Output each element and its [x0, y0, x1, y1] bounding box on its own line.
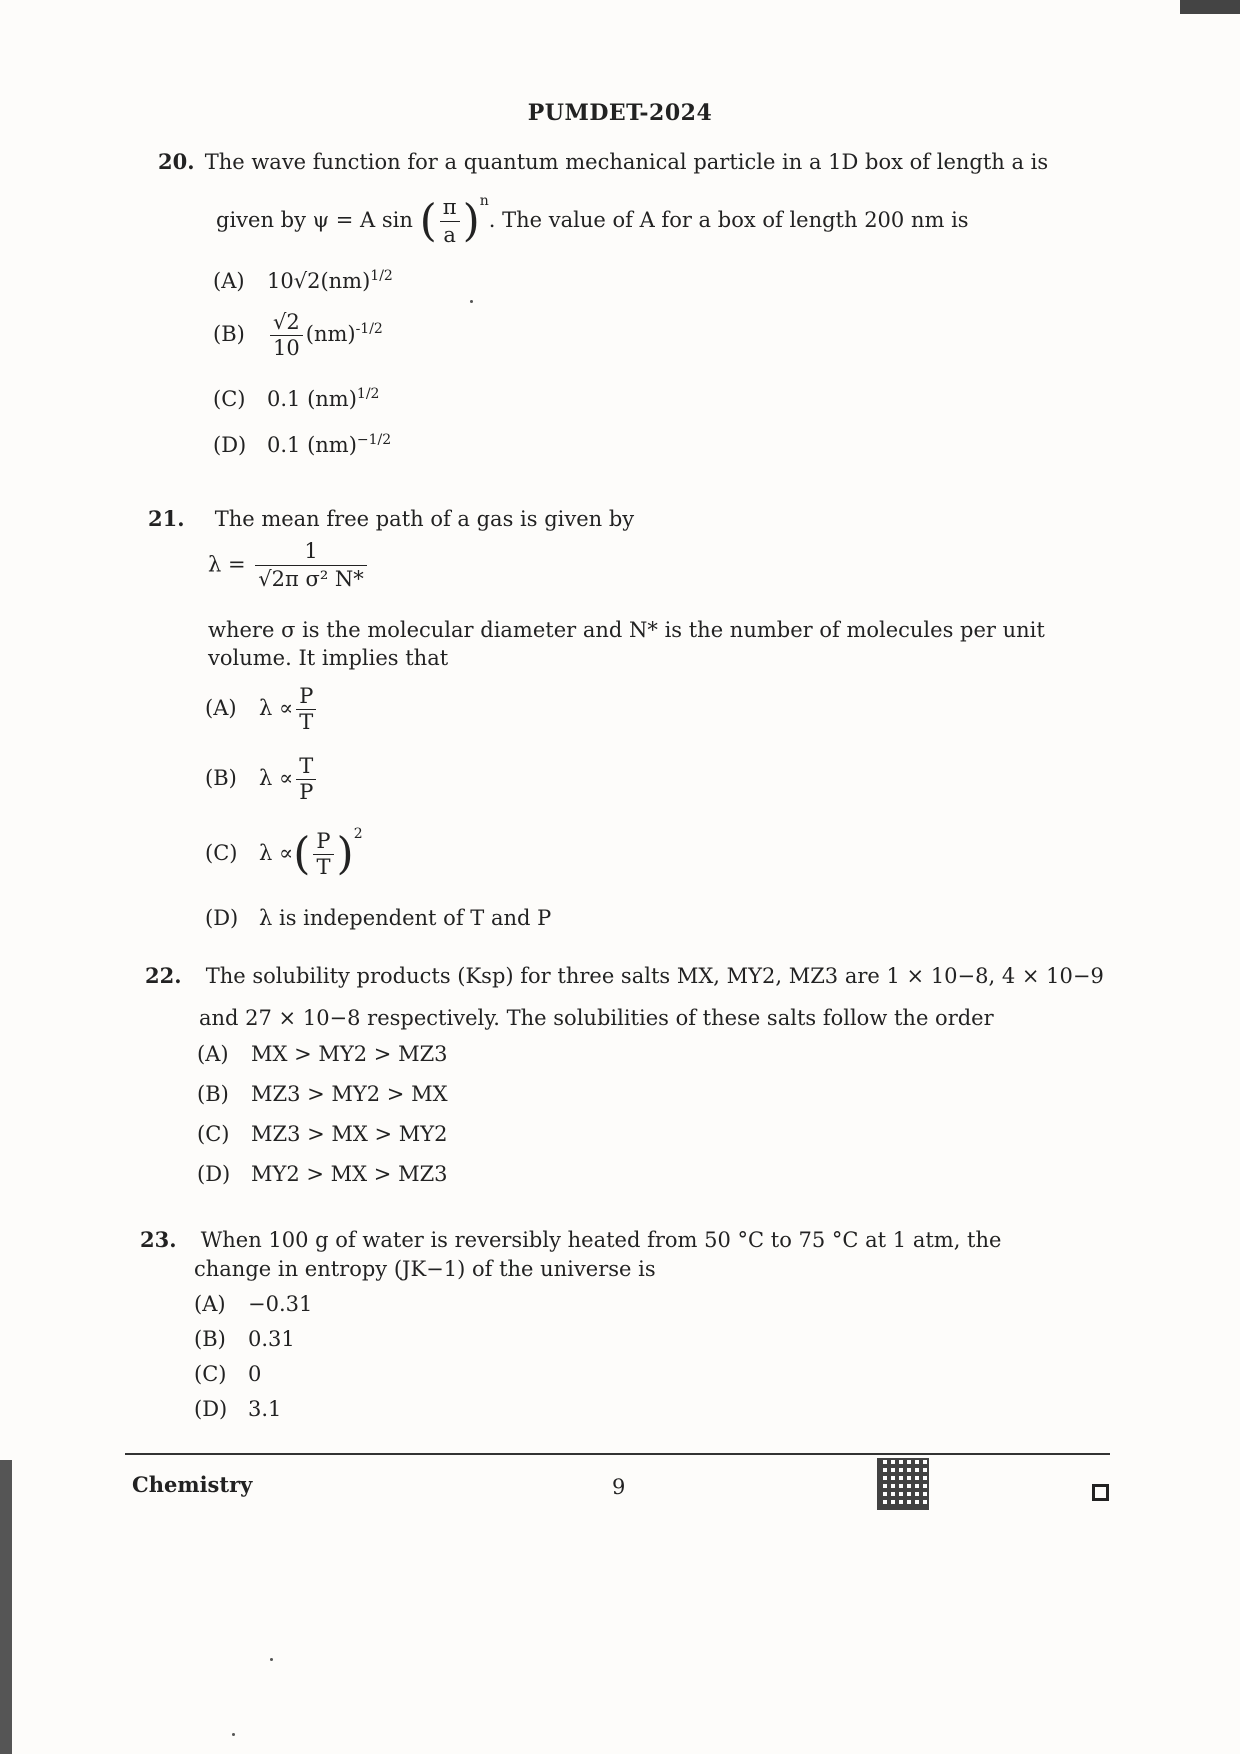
option-text: MZ3 > MX > MY2 — [251, 1122, 448, 1146]
option-text: λ ∝ — [259, 766, 294, 791]
question-text: The solubility products (Ksp) for three salts MX, MY2, MZ3 are 1 × 10−8, 4 × 10−9 — [205, 964, 1104, 988]
question-21-line3 — [208, 645, 1108, 672]
fraction — [313, 829, 333, 880]
page-number: 9 — [612, 1475, 626, 1499]
denominator: √2π σ² N* — [258, 567, 364, 592]
option-text: MX > MY2 > MZ3 — [251, 1042, 448, 1066]
option-text: 0.1 (nm) — [267, 387, 357, 411]
question-text: The wave function for a quantum mechanical particle in a 1D box of length a is — [204, 150, 1049, 174]
option-text: λ ∝ — [259, 841, 294, 865]
denominator: 10 — [273, 336, 300, 361]
option-label: (D) — [197, 1162, 231, 1186]
option-a[interactable] — [213, 268, 393, 294]
numerator: T — [296, 754, 316, 780]
exponent: −1/2 — [356, 432, 392, 448]
option-text: (nm) — [305, 322, 356, 347]
option-label: (B) — [205, 766, 237, 791]
question-text: When 100 g of water is reversibly heated from 50 °C to 75 °C at 1 atm, the — [200, 1228, 1002, 1252]
denominator: T — [299, 710, 314, 735]
option-c[interactable] — [194, 1362, 261, 1387]
fraction — [440, 194, 460, 250]
question-number: 22. — [145, 963, 182, 988]
question-23 — [140, 1226, 1130, 1254]
scan-speck — [270, 1658, 273, 1661]
numerator: P — [313, 829, 333, 855]
question-text: volume. It implies that — [208, 646, 449, 670]
option-text: MZ3 > MY2 > MX — [251, 1082, 448, 1106]
question-22-line2 — [199, 1005, 1119, 1032]
option-text: λ ∝ — [259, 696, 294, 721]
question-22 — [145, 962, 1135, 990]
option-text: λ is independent of T and P — [259, 906, 552, 930]
option-a[interactable] — [194, 1292, 312, 1317]
numerator: √2 — [270, 310, 303, 336]
option-label: (B) — [213, 322, 245, 347]
question-text: where σ is the molecular diameter and N* is the number of molecules per unit — [208, 618, 1045, 642]
question-text: given by ψ = A sin — [216, 208, 413, 232]
denominator: P — [299, 780, 314, 805]
question-number: 23. — [140, 1227, 177, 1252]
question-text: . The value of A for a box of length 200 nm is — [488, 208, 969, 232]
denominator: T — [316, 855, 331, 879]
square-mark-icon — [1092, 1484, 1109, 1501]
option-label: (C) — [194, 1362, 227, 1386]
footer-subject: Chemistry — [132, 1472, 253, 1497]
option-b[interactable] — [197, 1082, 448, 1107]
option-d[interactable] — [194, 1397, 281, 1422]
option-label: (D) — [213, 433, 247, 457]
option-text: 0.1 (nm) — [267, 433, 357, 457]
option-label: (B) — [194, 1327, 226, 1351]
exponent: -1/2 — [355, 321, 383, 338]
option-c[interactable] — [197, 1122, 448, 1147]
exponent: 1/2 — [356, 386, 380, 402]
question-number: 21. — [148, 506, 185, 531]
formula-lhs: λ = — [208, 552, 246, 577]
scan-edge — [1180, 0, 1240, 14]
paren-close: ) — [462, 195, 480, 247]
option-text: 0.31 — [248, 1327, 295, 1351]
option-text: 10√2(nm) — [267, 269, 371, 293]
option-d[interactable] — [197, 1162, 448, 1187]
option-label: (B) — [197, 1082, 229, 1106]
question-number: 20. — [158, 149, 195, 174]
option-text: 0 — [248, 1362, 262, 1386]
option-text: 3.1 — [248, 1397, 282, 1421]
numerator: P — [296, 684, 316, 710]
exponent: n — [479, 193, 489, 209]
option-b[interactable] — [194, 1327, 295, 1352]
question-23-line2 — [194, 1256, 1094, 1283]
option-text: MY2 > MX > MZ3 — [251, 1162, 448, 1186]
question-text: and 27 × 10−8 respectively. The solubilities of these salts follow the order — [199, 1006, 994, 1030]
question-20-line2 — [216, 192, 1116, 249]
fraction — [270, 310, 303, 361]
option-label: (A) — [213, 269, 245, 293]
paren-open: ( — [419, 195, 437, 247]
option-b[interactable] — [213, 310, 383, 361]
paren-close: ) — [336, 828, 354, 880]
fraction — [296, 754, 316, 805]
question-text: The mean free path of a gas is given by — [214, 507, 635, 531]
option-c[interactable] — [213, 386, 379, 412]
fraction — [255, 538, 367, 594]
formula — [208, 538, 370, 594]
question-20 — [158, 148, 1128, 176]
numerator: π — [440, 194, 460, 222]
paren-open: ( — [293, 828, 311, 880]
exponent: 2 — [353, 826, 363, 842]
question-21 — [148, 505, 1048, 533]
option-d[interactable] — [213, 432, 391, 458]
option-label: (D) — [194, 1397, 228, 1421]
option-text: −0.31 — [248, 1292, 313, 1316]
option-a[interactable] — [205, 684, 319, 735]
exponent: 1/2 — [370, 268, 393, 284]
scan-edge — [0, 1460, 12, 1754]
scan-speck — [470, 300, 473, 303]
page-title: PUMDET-2024 — [527, 100, 713, 126]
denominator: a — [443, 223, 456, 247]
option-b[interactable] — [205, 754, 319, 805]
option-d[interactable] — [205, 906, 551, 931]
qr-code-icon — [877, 1458, 929, 1510]
question-21-line2 — [208, 617, 1138, 644]
option-label: (C) — [205, 841, 238, 865]
fraction — [296, 684, 316, 735]
footer-divider — [125, 1453, 1110, 1455]
scan-speck — [232, 1733, 235, 1736]
option-label: (A) — [197, 1042, 229, 1066]
option-label: (D) — [205, 906, 239, 930]
option-label: (A) — [205, 696, 237, 721]
numerator: 1 — [255, 538, 367, 566]
option-label: (C) — [213, 387, 246, 411]
option-a[interactable] — [197, 1042, 448, 1067]
option-label: (A) — [194, 1292, 226, 1316]
option-c[interactable] — [205, 826, 363, 880]
option-label: (C) — [197, 1122, 230, 1146]
question-text: change in entropy (JK−1) of the universe is — [194, 1257, 656, 1281]
